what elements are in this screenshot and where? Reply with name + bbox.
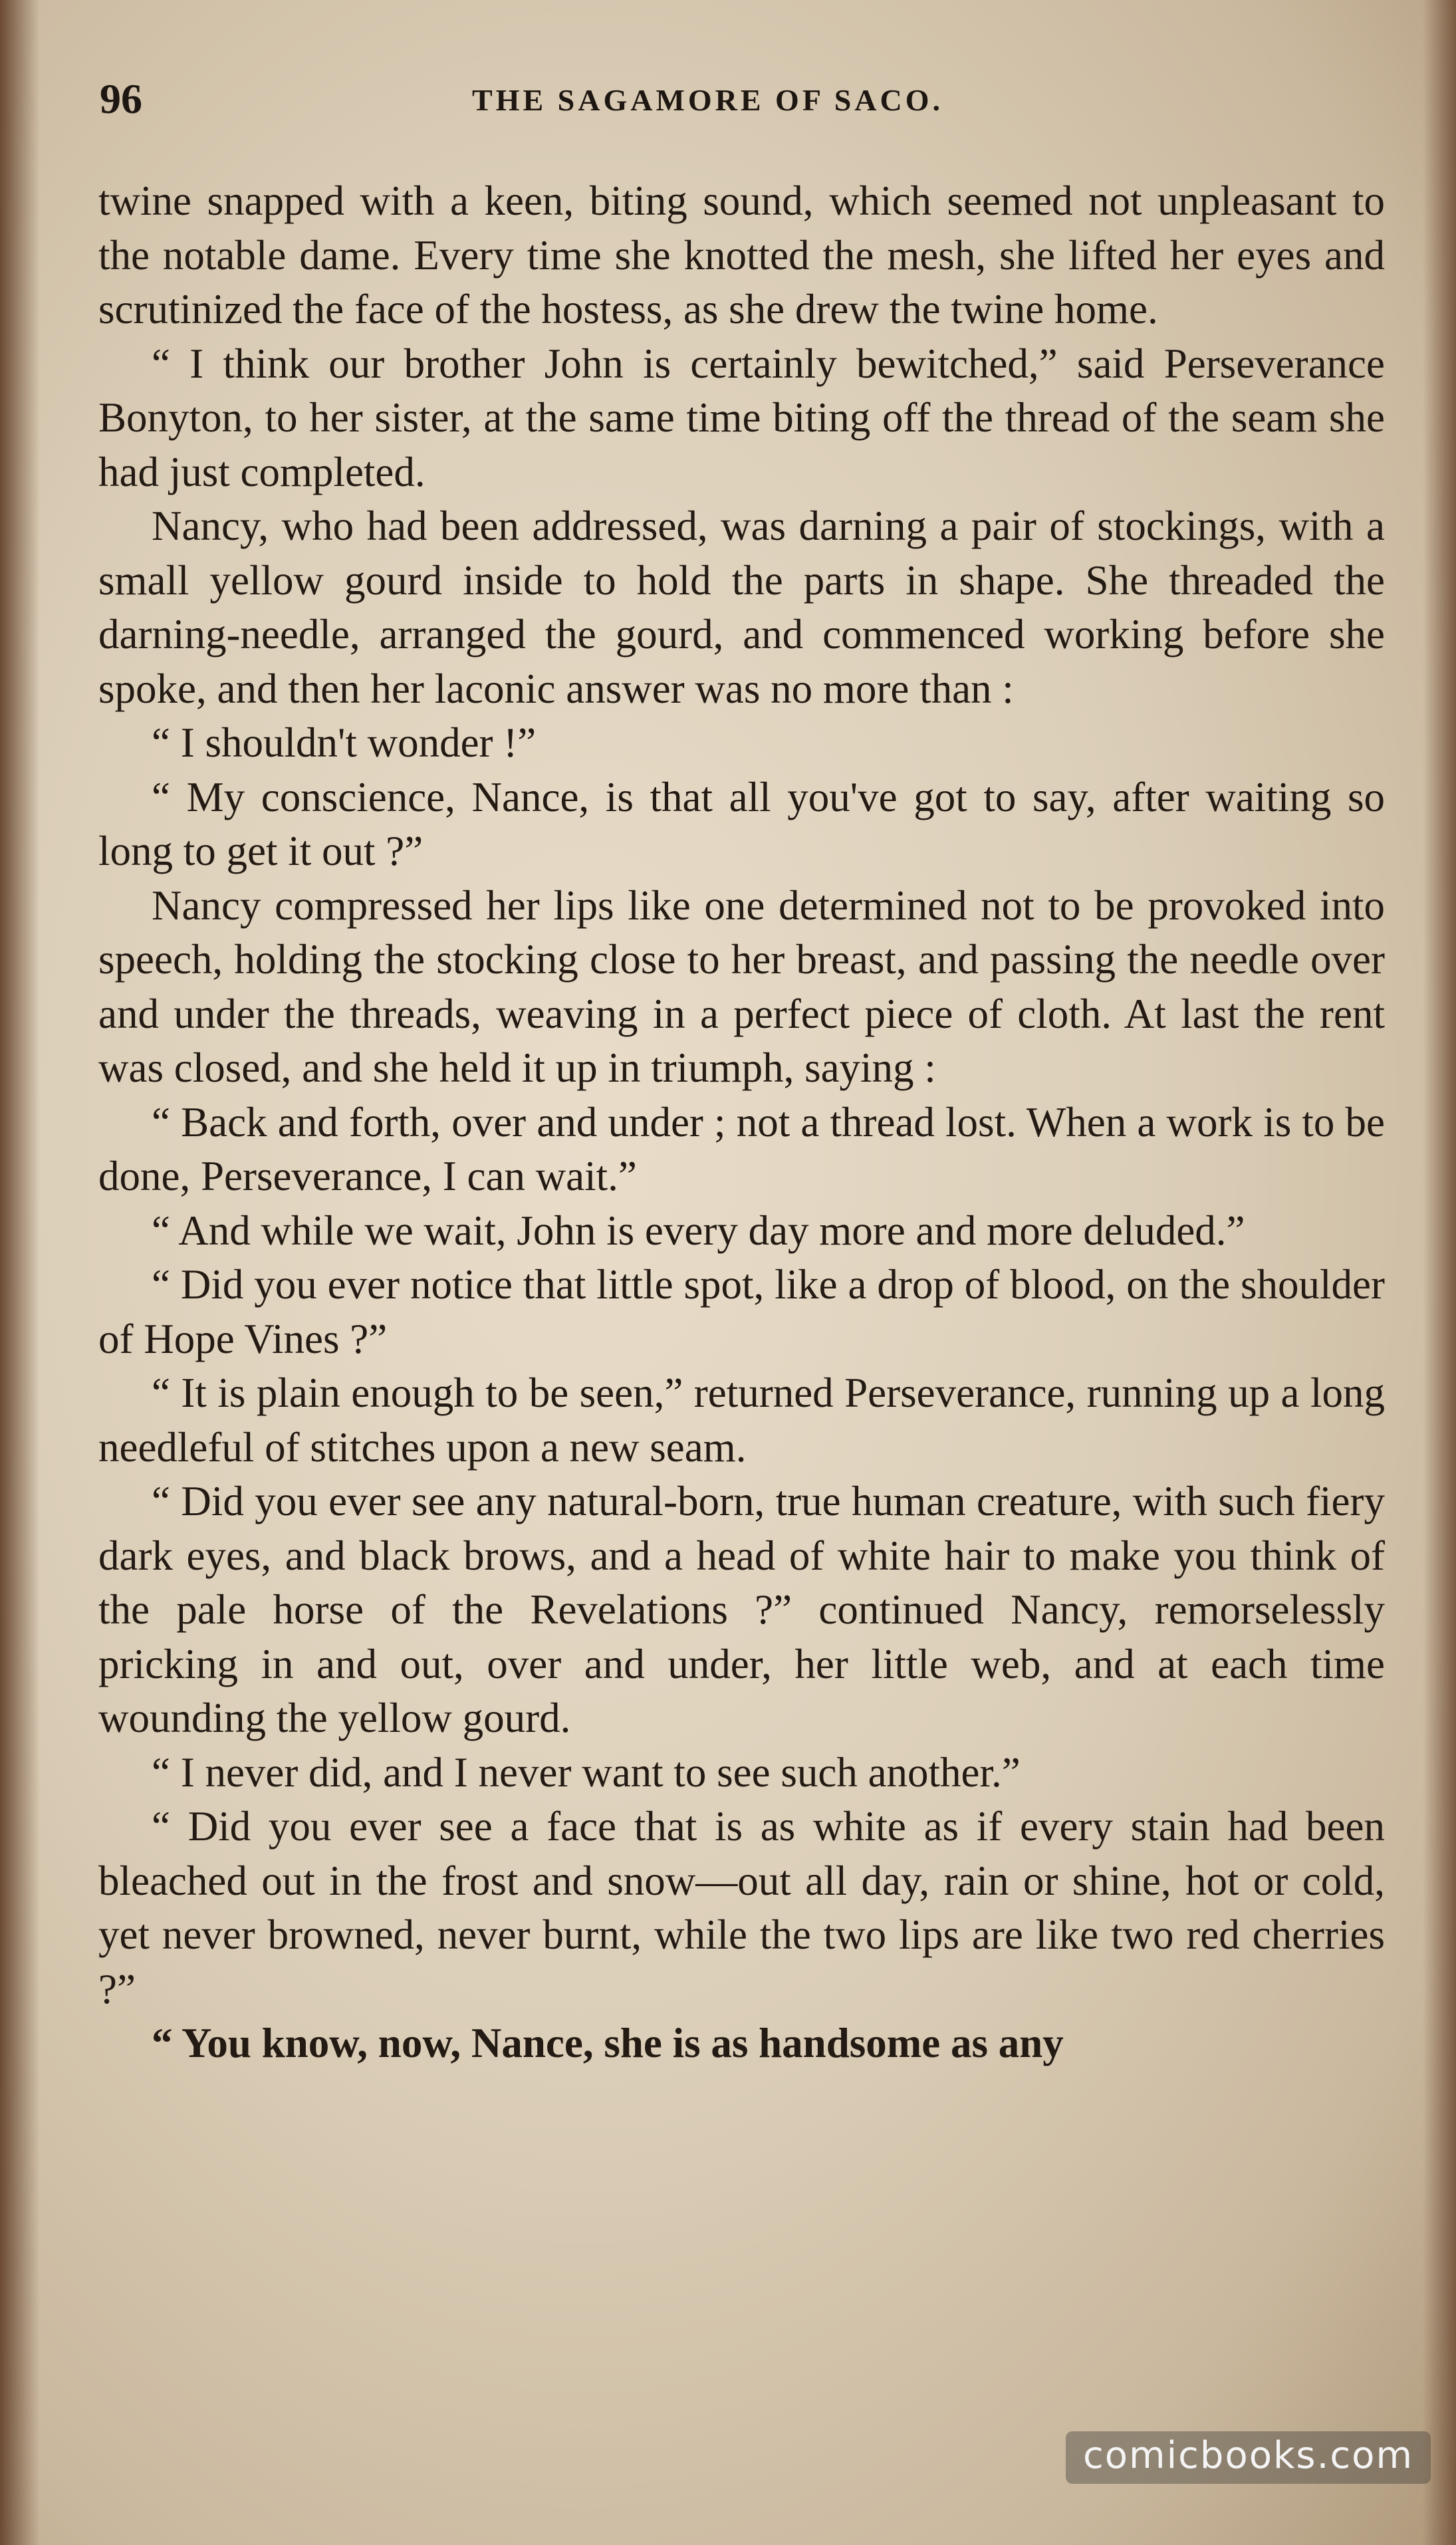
paragraph: “ Did you ever notice that little spot, like a drop of blood, on the shoulder of Hope Vines ?”: [98, 1261, 1385, 1362]
paragraph: “ Did you ever see any natural-born, true human creature, with such fiery dark eyes, and black brows, and a head of white hair to make you think of the pale horse of the Revelations ?” continued Nancy, remorselessly pricking in and out, over and under, her little web, and at each time wounding the yellow gourd.: [98, 1478, 1385, 1741]
page-number: 96: [100, 75, 142, 122]
paragraph: “ You know, now, Nance, she is as handsome as any: [152, 2020, 1064, 2066]
paragraph: “ I shouldn't wonder !”: [152, 719, 537, 766]
page-header: [100, 74, 1376, 121]
paragraph: “ I never did, and I never want to see such another.”: [152, 1749, 1021, 1796]
paragraph: “ Did you ever see a face that is as white as if every stain had been bleached out in the frost and snow—out all day, rain or shine, hot or cold, yet never browned, never burnt, while the two lips are like two red cherries ?”: [98, 1803, 1385, 2012]
paragraph: Nancy compressed her lips like one determined not to be provoked into speech, holding the stocking close to her breast, and passing the needle over and under the threads, weaving in a perfect piece of cloth. At last the rent was closed, and she held it up in triumph, saying :: [98, 882, 1385, 1091]
running-head: THE SAGAMORE OF SACO.: [472, 83, 944, 117]
paragraph: “ Back and forth, over and under ; not a thread lost. When a work is to be done, Perseverance, I can wait.”: [98, 1098, 1385, 1199]
paragraph: “ I think our brother John is certainly bewitched,” said Perseverance Bonyton, to her sister, at the same time biting off the thread of the seam she had just completed.: [98, 340, 1385, 495]
body-text: [98, 174, 1385, 2071]
paragraph: “ It is plain enough to be seen,” returned Perseverance, running up a long needleful of stitches upon a new seam.: [98, 1370, 1385, 1471]
paragraph: twine snapped with a keen, biting sound, which seemed not unpleasant to the notable dame. Every time she knotted the mesh, she lifted her eyes and scrutinized the face of the hostess, as she drew the twine home.: [98, 178, 1385, 332]
paragraph: Nancy, who had been addressed, was darning a pair of stockings, with a small yellow gourd inside to hold the parts in shape. She threaded the darning-needle, arranged the gourd, and commenced working before she spoke, and then her laconic answer was no more than :: [98, 503, 1385, 712]
paragraph: “ My conscience, Nance, is that all you've got to say, after waiting so long to get it out ?”: [98, 773, 1385, 874]
watermark: comicbooks.com: [1066, 2431, 1431, 2484]
paragraph: “ And while we wait, John is every day more and more deluded.”: [152, 1207, 1245, 1254]
